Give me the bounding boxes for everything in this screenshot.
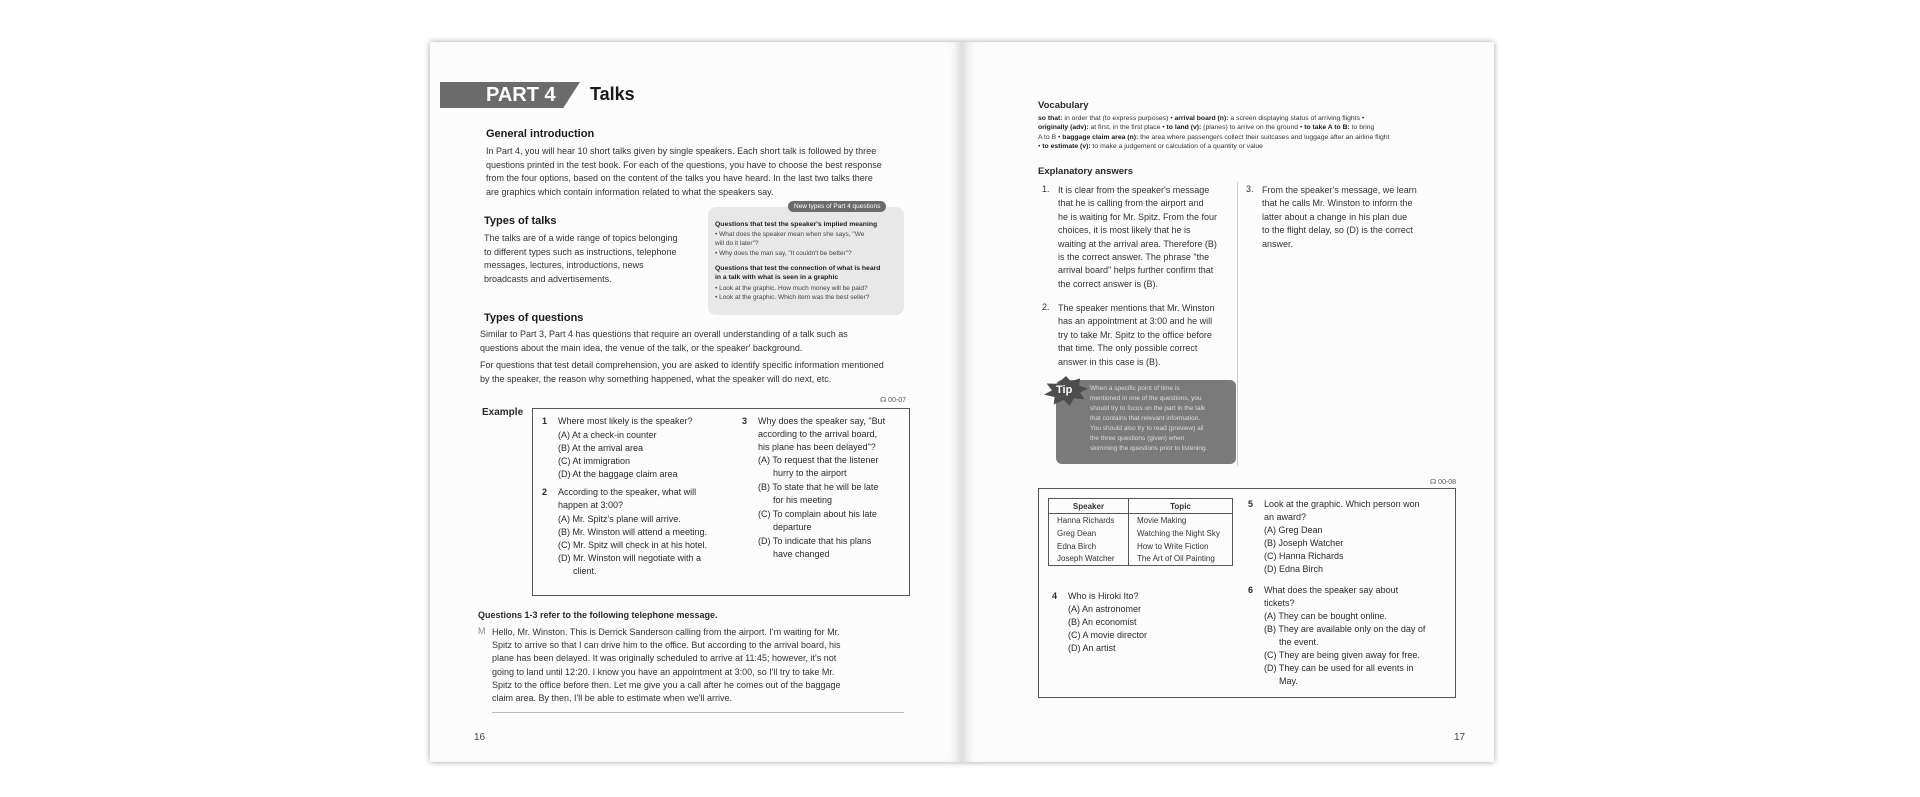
table-cell: Greg Dean (1049, 527, 1129, 540)
table-row (1049, 553, 1233, 566)
book-spread (430, 42, 1494, 762)
table-cell: Edna Birch (1049, 540, 1129, 553)
option: (A) An astronomer (1068, 604, 1142, 614)
script-line: going to land until 12:20. I know you have an appointment at 3:00, so I'll try to take Mr. (492, 666, 835, 677)
answer-number: 2. (1042, 302, 1050, 312)
box-heading: Questions that test the connection of what is heard (715, 265, 881, 272)
table-header: Speaker (1049, 499, 1129, 514)
option: (B) Mr. Winston will attend a meeting. (558, 527, 708, 537)
table-cell: Hanna Richards (1049, 514, 1129, 527)
types-of-talks-line: broadcasts and advertisements. (484, 273, 612, 284)
vocabulary-term: arrival board (n): (1174, 115, 1229, 122)
option: have changed (758, 549, 830, 559)
answer-line: is the correct answer. The phrase "the (1058, 252, 1210, 263)
tip-label: Tip (1056, 384, 1073, 396)
box-heading: Questions that test the speaker's implied meaning (715, 221, 878, 228)
tip-text (1090, 384, 1232, 454)
answer-line: has an appointment at 3:00 and he will (1058, 316, 1213, 327)
types-of-questions-line: by the speaker, the reason why something happened, what the speaker will do next, etc. (480, 373, 832, 384)
vocabulary-definition: to bring (1349, 124, 1375, 132)
option: May. (1264, 676, 1298, 686)
option: the event. (1264, 637, 1319, 647)
question-3-stem: according to the arrival board, (758, 429, 878, 439)
vocabulary-line (1038, 142, 1458, 151)
option: (D) An artist (1068, 643, 1116, 653)
question-2-stem: happen at 3:00? (558, 500, 624, 510)
vocabulary-line (1038, 123, 1458, 132)
box-heading: in a talk with what is seen in a graphic (715, 274, 839, 281)
table-cell: Watching the Night Sky (1129, 527, 1233, 540)
answer-line: that he is calling from the airport and (1058, 198, 1204, 209)
tip-line: should try to focus on the part in the talk (1090, 405, 1206, 412)
question-6-stem: tickets? (1264, 598, 1295, 608)
vocabulary-definition: the area where passengers collect their suitcases and luggage after an airline flight (1138, 133, 1390, 141)
option: departure (758, 522, 812, 532)
types-of-talks-line: The talks are of a wide range of topics belonging (484, 233, 678, 243)
answer-1 (1058, 184, 1217, 291)
vocabulary-term: so that: (1038, 115, 1063, 122)
answer-number: 3. (1246, 184, 1254, 194)
types-of-questions-line: For questions that test detail comprehension, you are asked to identify specific information mentioned (480, 360, 884, 370)
vocabulary-line (1038, 133, 1458, 142)
table-header: Topic (1129, 499, 1233, 514)
audio-track-label (880, 396, 906, 404)
script-line: Spitz to arrive so that I can drive him to the office. But according to the arrival board, his (492, 640, 841, 651)
answer-line: that he calls Mr. Winston to inform the (1262, 198, 1413, 209)
option: client. (558, 566, 597, 576)
tip-line: that contains that relevant information. (1090, 415, 1201, 422)
answer-line: It is clear from the speaker's message (1058, 185, 1210, 195)
script-heading: Questions 1-3 refer to the following telephone message. (478, 610, 718, 620)
option: (A) At a check-in counter (558, 430, 657, 440)
option: (A) Greg Dean (1264, 525, 1323, 535)
option: (C) Hanna Richards (1264, 551, 1344, 561)
answer-number: 1. (1042, 184, 1050, 194)
answer-3 (1262, 184, 1417, 251)
question-4-stem: 4 Who is Hiroki Ito? (1052, 591, 1139, 601)
box-item: • Look at the graphic. Which item was the best seller? (715, 294, 870, 301)
option: (C) A movie director (1068, 630, 1148, 640)
tip-line: When a specific point of time is (1090, 385, 1180, 392)
answer-line: From the speaker's message, we learn (1262, 185, 1417, 195)
tip-line: the three questions (given) when (1090, 435, 1185, 442)
option: (B) At the arrival area (558, 443, 644, 453)
general-intro-line: are graphics which contain information related to what the speakers say. (486, 186, 774, 197)
option: (B) They are available only on the day of (1264, 624, 1426, 634)
question-6-stem: 6 What does the speaker say about (1248, 585, 1399, 595)
tip-line: mentioned in one of the questions, you (1090, 395, 1202, 402)
explanatory-answers-heading: Explanatory answers (1038, 166, 1134, 177)
headphones-icon: ☊ (880, 397, 887, 404)
general-intro-line: questions printed in the test book. For each of the questions, you have to choose the best response (486, 159, 882, 170)
audio-track-number: 00-07 (888, 397, 907, 404)
answer-line: to the flight delay, so (D) is the correct (1262, 225, 1413, 236)
option: (D) At the baggage claim area (558, 469, 678, 479)
types-of-questions-heading: Types of questions (484, 312, 584, 324)
answer-line: try to take Mr. Spitz to the office before (1058, 329, 1212, 340)
types-of-talks-line: messages, lectures, introductions, news (484, 260, 644, 270)
table-header-row (1049, 499, 1233, 514)
answer-line: answer in this case is (B). (1058, 356, 1161, 367)
table-cell: The Art of Oil Painting (1129, 553, 1233, 566)
option: (A) Mr. Spitz's plane will arrive. (558, 514, 681, 524)
table-row (1049, 514, 1233, 527)
box-item: • Look at the graphic. How much money will be paid? (715, 285, 868, 292)
general-intro-heading: General introduction (486, 128, 595, 140)
audio-track-label (1430, 478, 1456, 486)
headphones-icon: ☊ (1430, 479, 1437, 486)
vocabulary-list (1038, 114, 1458, 152)
question-3-stem: 3 Why does the speaker say, "But (742, 416, 886, 426)
box-item: • What does the speaker mean when she says, "We (715, 231, 865, 238)
vocabulary-heading: Vocabulary (1038, 100, 1089, 111)
part-label: PART 4 (486, 84, 556, 106)
option: (A) They can be bought online. (1264, 611, 1387, 621)
question-5-stem: an award? (1264, 512, 1307, 522)
answer-line: choices, it is most likely that he is (1058, 225, 1191, 236)
table-row (1049, 540, 1233, 553)
new-question-types-tag: New types of Part 4 questions (788, 201, 886, 212)
vocabulary-term: to land (v): (1166, 124, 1202, 132)
vocabulary-term: baggage claim area (n): (1062, 133, 1139, 141)
answer-line: The speaker mentions that Mr. Winston (1058, 303, 1215, 313)
part-title: Talks (590, 84, 635, 104)
box-item: • Why does the man say, "It couldn't be better"? (715, 250, 852, 257)
column-divider (1237, 182, 1238, 466)
vocabulary-term: to estimate (v): (1042, 143, 1091, 151)
option: (D) They can be used for all events in (1264, 663, 1414, 673)
vocabulary-definition: (planes) to arrive on the ground • (1201, 124, 1305, 132)
types-of-talks-heading: Types of talks (484, 215, 557, 227)
speaker-tag: M (478, 626, 486, 636)
option: (C) They are being given away for free. (1264, 650, 1420, 660)
option: hurry to the airport (758, 468, 847, 478)
option: (A) To request that the listener (758, 455, 879, 465)
divider (492, 712, 904, 713)
table-cell: How to Write Fiction (1129, 540, 1233, 553)
vocabulary-line (1038, 114, 1458, 123)
question-1-stem: 1 Where most likely is the speaker? (542, 416, 693, 426)
answer-line: latter about a change in his plan due (1262, 211, 1408, 222)
answer-line: arrival board" helps further confirm that (1058, 265, 1214, 276)
answer-line: the correct answer is (B). (1058, 278, 1159, 289)
vocabulary-definition: A to B • (1038, 133, 1063, 141)
table-cell: Movie Making (1129, 514, 1233, 527)
answer-line: he is waiting for Mr. Spitz. From the four (1058, 211, 1218, 222)
script-line: Hello, Mr. Winston. This is Derrick Sanderson calling from the airport. I'm waiting for Mr. (492, 627, 840, 637)
script-line: claim area. By then, I'll be able to estimate when we'll arrive. (492, 693, 733, 704)
option: (C) At immigration (558, 456, 631, 466)
answer-line: answer. (1262, 238, 1294, 249)
option: for his meeting (758, 495, 833, 505)
vocabulary-definition: in order that (to express purposes) • (1062, 115, 1175, 122)
option: (C) To complain about his late (758, 509, 877, 519)
answer-2 (1058, 302, 1215, 369)
box-item: will do it later"? (715, 239, 759, 247)
option: (D) To indicate that his plans (758, 536, 872, 546)
general-intro-line: from the four options, based on the content of the talks you have heard. In the last two talks there (486, 173, 873, 183)
question-3-stem: his plane has been delayed"? (758, 442, 876, 452)
option: (B) To state that he will be late (758, 482, 879, 492)
page-number-left: 16 (474, 732, 486, 743)
page-number-right: 17 (1454, 732, 1466, 743)
script-line: Spitz to the office before then. Let me give you a call after he comes out of the baggage (492, 679, 841, 690)
answer-line: that time. The only possible correct (1058, 343, 1198, 354)
vocabulary-definition: • (1038, 143, 1043, 151)
tip-line: skimming the questions prior to listening. (1090, 445, 1208, 452)
types-of-talks-line: to different types such as instructions, telephone (484, 246, 677, 257)
example-label: Example (482, 407, 524, 418)
vocabulary-definition: at first, in the first place • (1088, 124, 1167, 132)
vocabulary-term: to take A to B: (1304, 124, 1350, 132)
general-intro-line: In Part 4, you will hear 10 short talks given by single speakers. Each short talk is followed by three (486, 146, 877, 156)
answer-line: waiting at the arrival area. Therefore (B) (1058, 238, 1217, 249)
tip-line: You should also try to read (preview) all (1090, 425, 1204, 432)
types-of-questions-line: questions about the main idea, the venue of the talk, or the speaker' background. (480, 342, 803, 353)
speaker-topic-table (1048, 498, 1233, 566)
table-cell: Joseph Watcher (1049, 553, 1129, 566)
option: (C) Mr. Spitz will check in at his hotel. (558, 540, 708, 550)
option: (B) Joseph Watcher (1264, 538, 1344, 548)
vocabulary-definition: a screen displaying status of arriving flights • (1228, 115, 1365, 122)
script-line: plane has been delayed. It was originally scheduled to arrive at 11:45; however, it's not (492, 653, 837, 664)
vocabulary-term: originally (adv): (1038, 124, 1089, 132)
right-page (962, 42, 1494, 762)
option: (B) An economist (1068, 617, 1137, 627)
types-of-questions-line: Similar to Part 3, Part 4 has questions that require an overall understanding of a talk such as (480, 329, 848, 339)
audio-script (492, 626, 904, 705)
option: (D) Edna Birch (1264, 564, 1324, 574)
audio-track-number: 00-08 (1438, 479, 1457, 486)
option: (D) Mr. Winston will negotiate with a (558, 553, 702, 563)
question-2-stem: 2 According to the speaker, what will (542, 487, 697, 497)
question-5-stem: 5 Look at the graphic. Which person won (1248, 499, 1420, 509)
left-page (430, 42, 962, 762)
table-row (1049, 527, 1233, 540)
vocabulary-definition: to make a judgement or calculation of a quantity or value (1090, 143, 1263, 151)
